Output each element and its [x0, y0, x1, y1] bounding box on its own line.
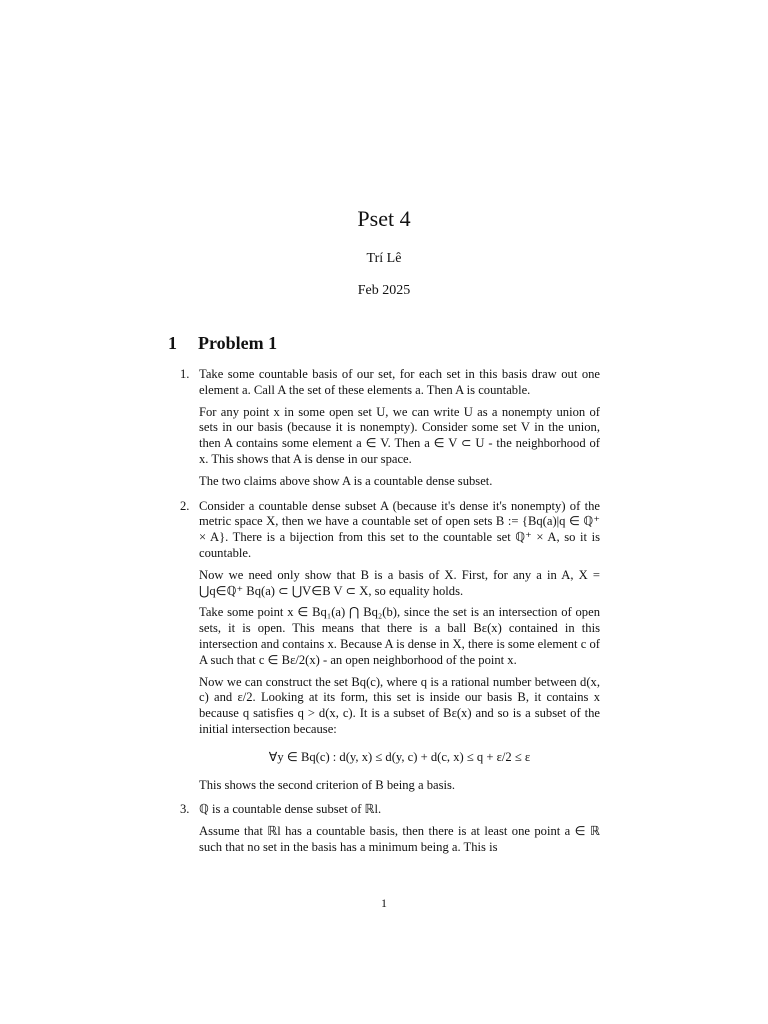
- paragraph: Now we can construct the set Bq(c), where q is a rational number between d(x, c) and ε/2. Looking at its form, this set is inside our basis B, it contains x because q satisfies q > d(x, c). It is a subset of Bε(x) and so is a subset of the initial intersection because:: [199, 674, 600, 736]
- section-heading: [168, 333, 277, 354]
- display-equation: ∀y ∈ Bq(c) : d(y, x) ≤ d(y, c) + d(c, x) ≤ q + ε/2 ≤ ε: [268, 749, 531, 764]
- section-number: 1: [168, 333, 177, 353]
- paragraph: Assume that ℝl has a countable basis, then there is at least one point a ∈ ℝ such that no set in the basis has a minimum being a. This is: [199, 824, 600, 854]
- list-item: [180, 802, 600, 855]
- paragraph: This shows the second criterion of B being a basis.: [199, 777, 456, 792]
- list-item: [180, 367, 600, 490]
- paper-author: Trí Lê: [366, 251, 402, 266]
- paragraph: Consider a countable dense subset A (because it's dense it's nonempty) of the metric space X, then we have a countable set of open sets B := {Bq(a)|q ∈ ℚ⁺ × A}. There is a bijection from this set to the countable set ℚ⁺ × A, so it is countable.: [199, 498, 600, 560]
- problem-list: [180, 367, 600, 865]
- paper-title: Pset 4: [357, 206, 411, 231]
- section-title: Problem 1: [198, 333, 278, 353]
- paper-date: Feb 2025: [357, 283, 411, 298]
- item-marker: 2.: [180, 498, 190, 513]
- list-item: [180, 499, 600, 794]
- paragraph: ℚ is a countable dense subset of ℝl.: [199, 802, 382, 817]
- paragraph: The two claims above show A is a countable dense subset.: [199, 473, 493, 488]
- paragraph: For any point x in some open set U, we can write U as a nonempty union of sets in our basis (because it is nonempty). Consider some set V in the union, then A contains some element a ∈ V. Then a ∈ V ⊂ U - the neighborhood of x. This shows that A is dense in our space.: [199, 404, 600, 466]
- paragraph: Take some countable basis of our set, for each set in this basis draw out one element a. Call A the set of these elements a. Then A is countable.: [199, 367, 600, 397]
- item-marker: 3.: [180, 802, 190, 817]
- page-number: 1: [381, 896, 387, 910]
- paragraph: Take some point x ∈ Bq₁(a) ⋂ Bq₂(b), since the set is an intersection of open sets, it is open. This means that there is a ball Bε(x) contained in this intersection and contains x. Because A is dense in X, there is some element c of A such that c ∈ Bε/2(x) - an open neighborhood of the point x.: [199, 605, 600, 667]
- paragraph: Now we need only show that B is a basis of X. First, for any a in A, X = ⋃q∈ℚ⁺ Bq(a) ⊂ ⋃V∈B V ⊂ X, so equality holds.: [199, 567, 600, 598]
- item-marker: 1.: [180, 367, 190, 381]
